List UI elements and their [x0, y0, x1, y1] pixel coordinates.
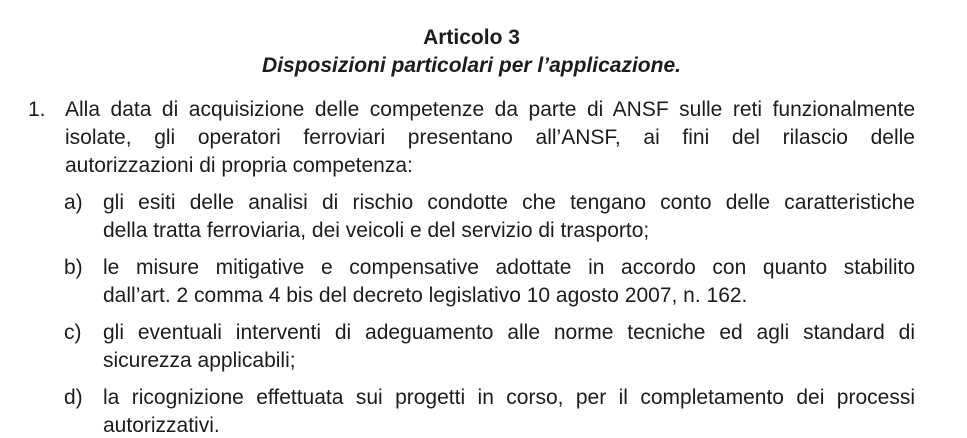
article-title: Articolo 3 [423, 26, 520, 49]
list-item-c [28, 319, 915, 375]
paragraph-number: 1. [28, 98, 46, 121]
paragraph-line: isolate, gli operatori ferroviari presentano all’ANSF, ai fini del rilascio delle [65, 126, 915, 149]
list-item-marker: d) [64, 386, 83, 409]
list-item-d [28, 384, 915, 438]
list-item-line: gli eventuali interventi di adeguamento alle norme tecniche ed agli standard di [103, 321, 915, 344]
list-item-marker: b) [64, 256, 83, 279]
list-item-line: le misure mitigative e compensative adottate in accordo con quanto stabilito [103, 256, 915, 279]
list-item-line: della tratta ferroviaria, dei veicoli e del servizio di trasporto; [103, 219, 650, 242]
paragraph-line: autorizzazioni di propria competenza: [65, 154, 413, 177]
list-item-marker: c) [64, 321, 82, 344]
list-item-marker: a) [64, 191, 83, 214]
list-item-line: la ricognizione effettuata sui progetti in corso, per il completamento dei processi [103, 386, 915, 409]
paragraph-line: Alla data di acquisizione delle competenze da parte di ANSF sulle reti funzionalmente [65, 98, 915, 121]
list-item-a [28, 189, 915, 245]
article-subtitle: Disposizioni particolari per l’applicazione. [262, 54, 681, 77]
title-block [28, 24, 915, 80]
list-item-line: dall’art. 2 comma 4 bis del decreto legislativo 10 agosto 2007, n. 162. [103, 284, 748, 307]
list-item-line: sicurezza applicabili; [103, 349, 296, 372]
list-item-line: gli esiti delle analisi di rischio condotte che tengano conto delle caratteristiche [103, 191, 915, 214]
numbered-paragraph [28, 96, 915, 180]
list-item-b [28, 254, 915, 310]
list-item-line: autorizzativi. [103, 414, 220, 437]
